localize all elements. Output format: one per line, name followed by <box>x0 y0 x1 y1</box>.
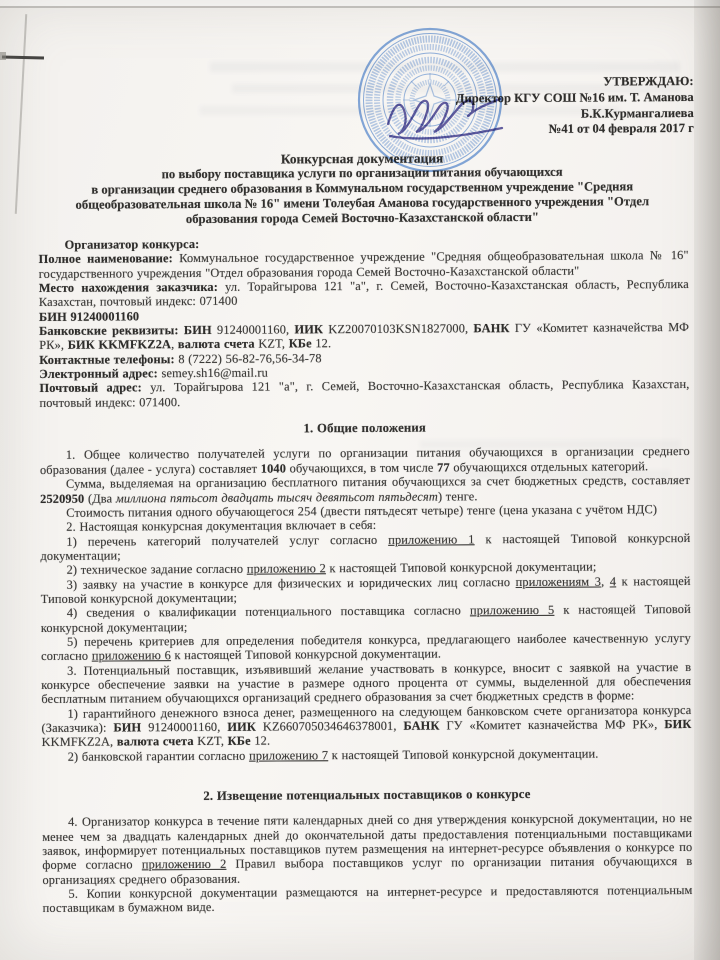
section-1-paragraph: 5) перечень критериев для определения победителя конкурса, предлагающего наиболее качественную услугу согласно приложению 6 к настоящей Типовой конкурсной документации. <box>41 630 692 664</box>
organizer-email: Электронный адрес: semey.sh16@mail.ru <box>39 365 268 382</box>
section-1-paragraph: Сумма, выделяемая на организацию бесплатного питания обучающихся за счет бюджетных средств, составляет 2520950 (Два миллиона пятьсот двадцать тысяч девятьсот пятьдесят) тенге. <box>40 473 691 506</box>
organizer-heading: Организатор конкурса: <box>64 236 200 252</box>
organizer-location: Место нахождения заказчика: ул. Торайгырова 121 "а", г. Семей, Восточно-Казахстанская область, Республика Казахстан, почтовый индекс: 071400 <box>38 277 689 310</box>
section-1-paragraph: 1) перечень категорий получателей услуг согласно приложению 1 к настоящей Типовой конкурсной документации; <box>40 530 691 563</box>
section-1-paragraph: 2) банковской гарантии согласно приложению 7 к настоящей Типовой конкурсной документации. <box>67 746 599 764</box>
approval-signer-name: Б.К.Курмангалиева <box>580 105 694 121</box>
title-line-2: по выбору поставщика услуги по организации питания обучающихся <box>161 164 563 182</box>
organizer-postal-address: Почтовый адрес: ул. Торайгырова 121 "а", г. Семей, Восточно-Казахстанская область, Республика Казахстан, почтовый индекс: 071400. <box>39 377 690 410</box>
document-body <box>39 234 693 916</box>
section-1-paragraph: 2) техническое задание согласно приложению 2 к настоящей Типовой конкурсной документации; <box>66 559 597 578</box>
title-line-1: Конкурсная документация <box>280 150 444 167</box>
section-1-heading: 1. Общие положения <box>303 420 426 436</box>
organizer-phones: Контактные телефоны: 8 (7222) 56-82-76,56-34-78 <box>39 350 322 367</box>
organizer-bank-details: Банковские реквизиты: БИН 91240001160, ИИК KZ20070103KSN1827000, БАНК ГУ «Комитет казначейства МФ РК», БИК KKMFKZ2A, валюта счета KZT, КБе 12. <box>39 320 690 353</box>
organizer-full-name: Полное наименование: Коммунальное государственное учреждение "Средняя общеобразовательная школа № 16" государственного учреждения "Отдел образования города Семей Восточно-Казахстанской области" <box>38 248 689 281</box>
section-1-paragraph: 1) гарантийного денежного взноса денег, размещенного на следующем банковском счете организатора конкурса (Заказчика): БИН 91240001160, ИИК KZ660705034646378001, БАНК ГУ «Комитет казначейства МФ РК», БИК KKMFKZ2A, валюта счета KZT, КБе 12. <box>41 702 692 750</box>
section-1-paragraph: 1. Общее количество получателей услуги по организации питания обучающихся в организации среднего образования (далее - услуга) составляет 1040 обучающихся, в том числе 77 обучающихся отдельных категорий. <box>39 444 690 477</box>
section-2-heading: 2. Извещение потенциальных поставщиков о конкурсе <box>203 786 531 803</box>
section-2-paragraph: 4. Организатор конкурса в течение пяти календарных дней со дня утверждения конкурсной документации, но не менее чем за двадцать календарных дней до окончательной даты предоставления потенциальными поставщиками заявок, информирует потенциальных поставщиков путем размещения на интернет-ресурсе объявления о конкурсе по форме согласно приложению 2 Правил выбора поставщиков услуг по организации питания обучающихся в организациях среднего образования. <box>42 811 693 887</box>
handwritten-signature-icon <box>380 86 510 148</box>
section-1-paragraph: 3) заявку на участие в конкурсе для физических и юридических лиц согласно приложениям 3, 4 к настоящей Типовой конкурсной документации; <box>40 573 691 606</box>
approval-order-line: №41 от 04 февраля 2017 г <box>548 121 694 137</box>
section-1-paragraph: Стоимость питания одного обучающегося 254 (двести пятьдесят четыре) тенге (цена указана с учётом НДС) <box>66 502 658 520</box>
section-1-paragraph: 2. Настоящая конкурсная документация включает в себя: <box>66 518 377 534</box>
title-line-3: в организации среднего образования в Коммунальном государственном учреждение "Средняя общеобразовательная школа № 16" имени Толеубая Аманова государственного учреждения "Отдел образования города Семей Восточно-Казахстанской области" <box>75 179 650 226</box>
section-2-paragraph: 5. Копии конкурсной документации размещаются на интернет-ресурсе и предоставляются потенциальным поставщикам в бумажном виде. <box>42 883 693 916</box>
organizer-bin: БИН 91240001160 <box>38 309 140 324</box>
approval-label: УТВЕРЖДАЮ: <box>603 73 694 89</box>
section-1-paragraph: 4) сведения о квалификации потенциального поставщика согласно приложению 5 к настоящей Типовой конкурсной документации; <box>40 602 691 635</box>
section-1-paragraph: 3. Потенциальный поставщик, изъявивший желание участвовать в конкурсе, вносит с заявкой на участие в конкурсе обеспечение заявки на участие в размере одного процента от суммы, выделенной для обеспечения бесплатным питанием обучающихся организаций среднего образования за счет бюджетных средств в форме: <box>41 659 692 707</box>
approval-director-line: Директор КГУ СОШ №16 им. Т. Аманова <box>455 89 694 106</box>
